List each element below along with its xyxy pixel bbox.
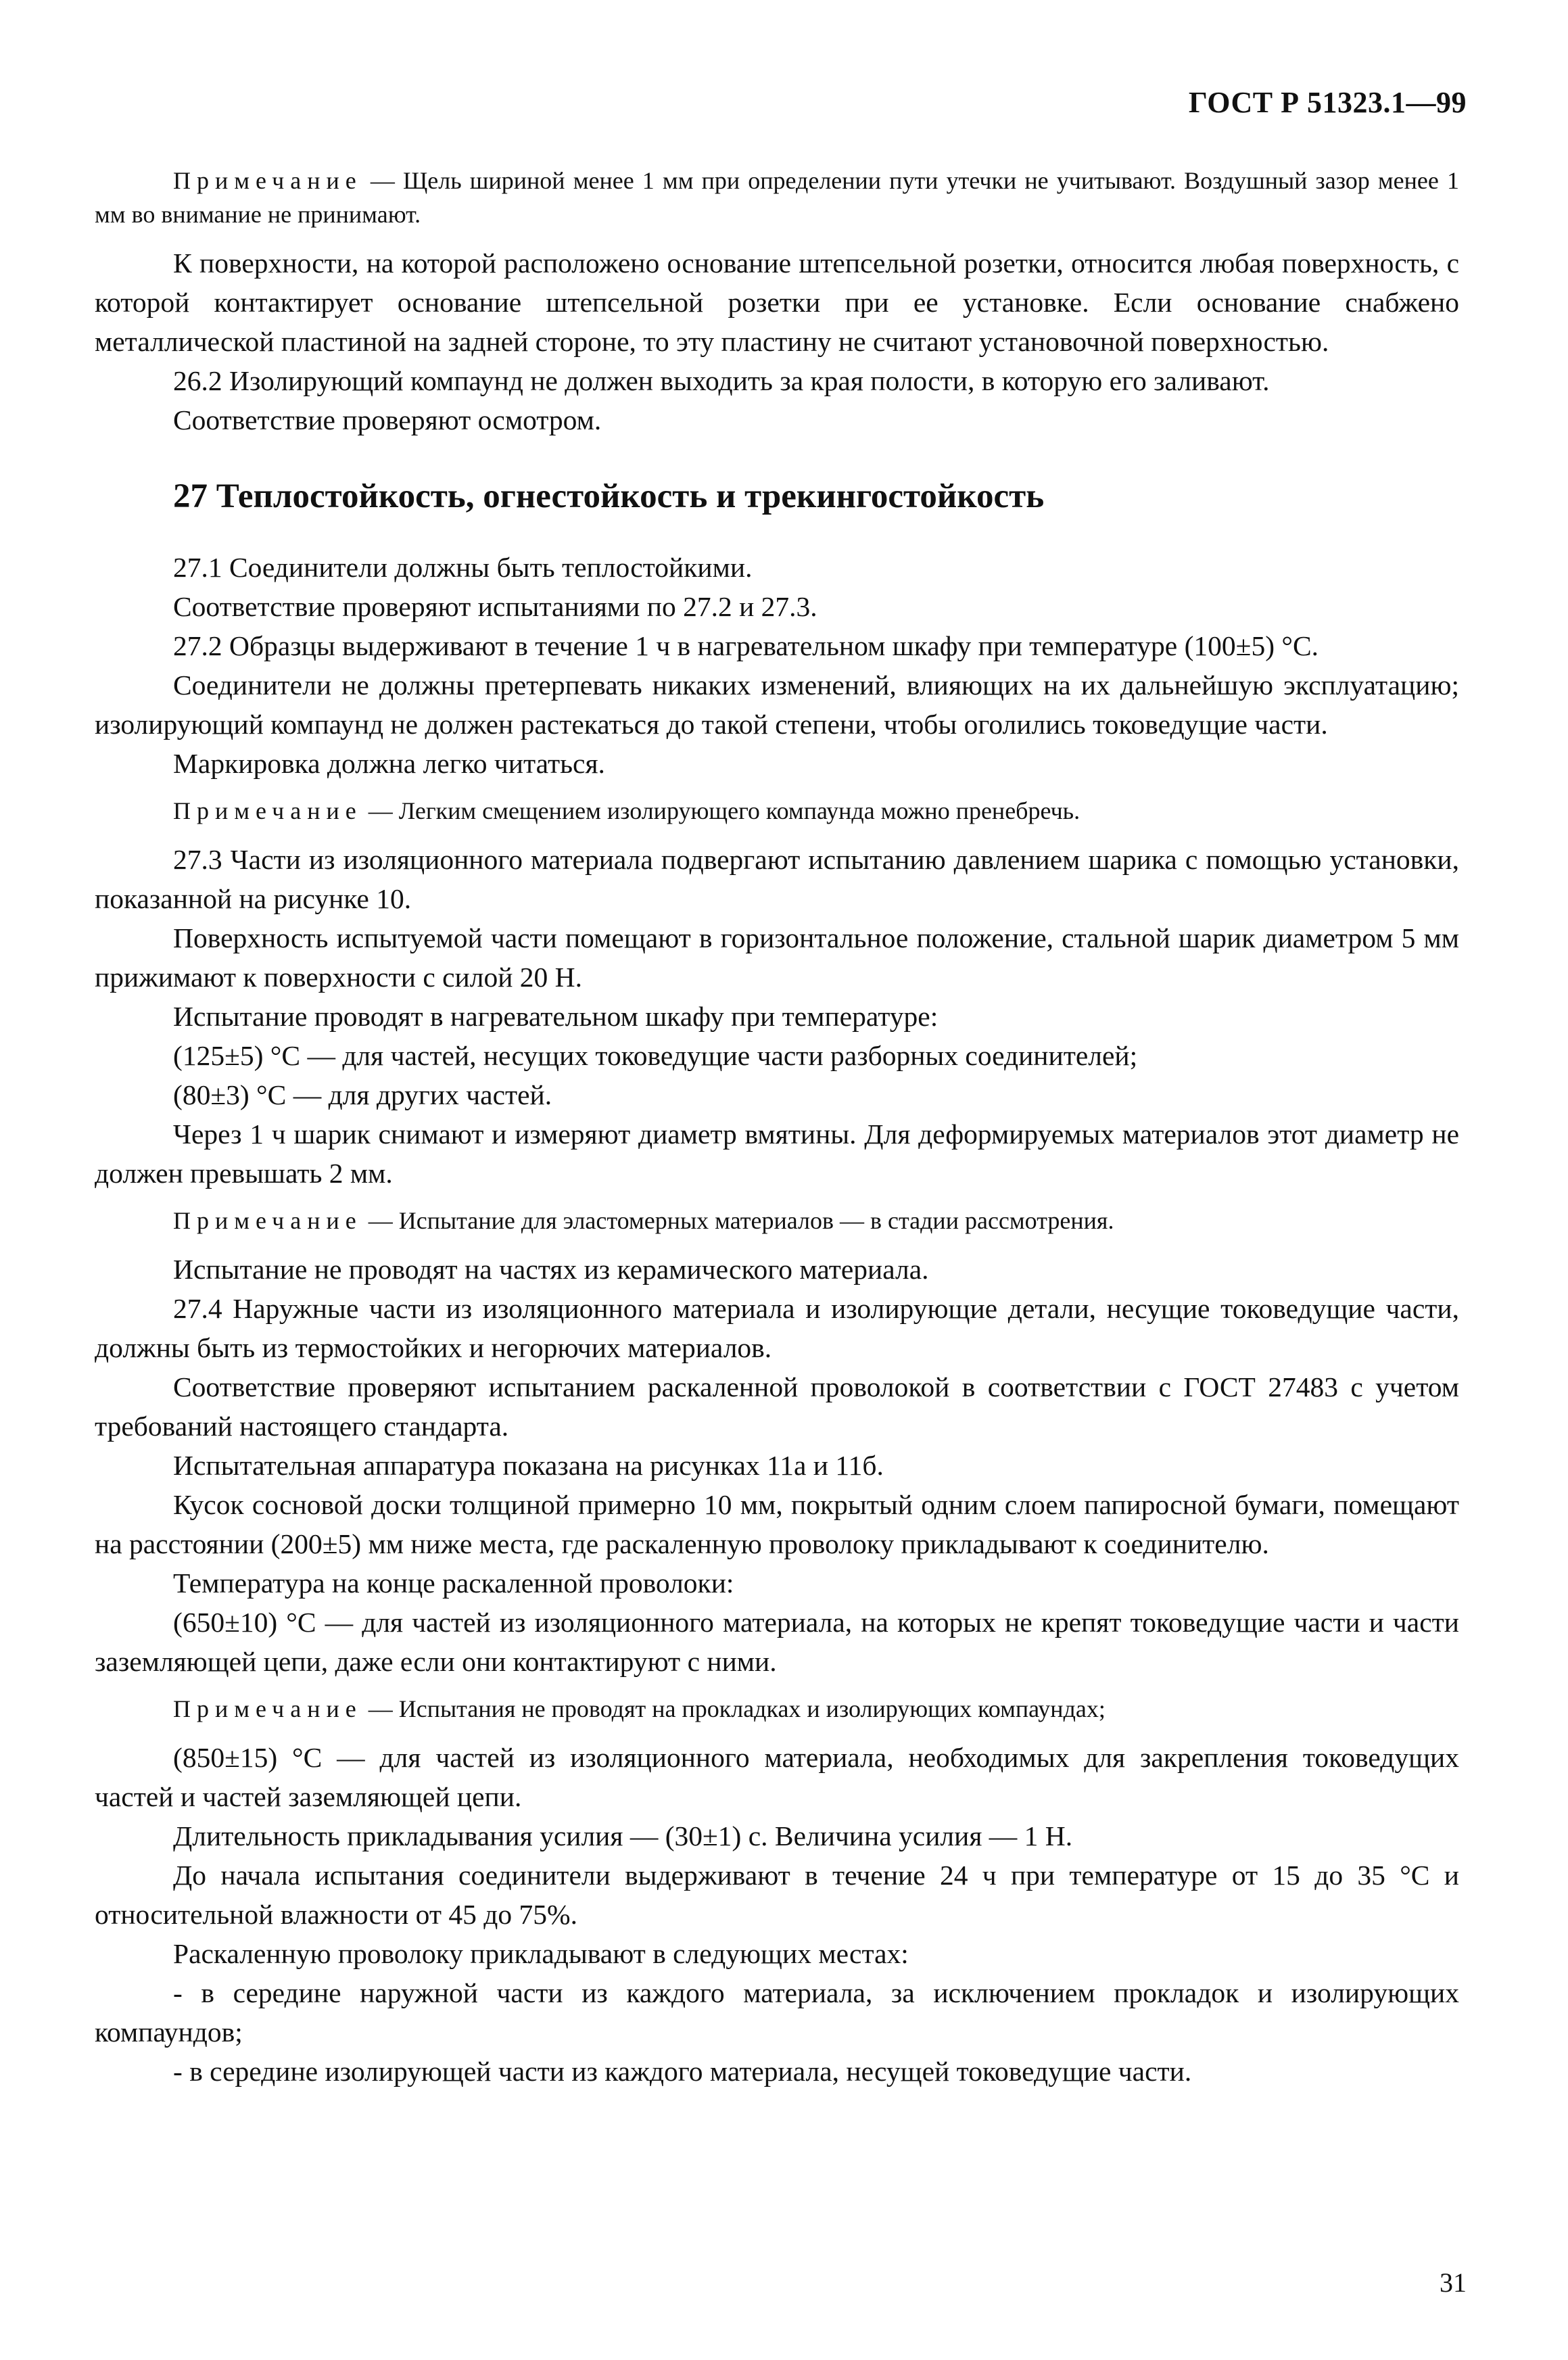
note-label: Примечание [173,1207,362,1234]
paragraph: - в середине наружной части из каждого материала, за исключением прокладок и изолирующих компаундов; [95,1977,1459,2048]
note-text: — Испытания не проводят на прокладках и изолирующих компаундах; [368,1695,1106,1722]
paragraph: (125±5) °С — для частей, несущих токоведущие части разборных соединителей; [173,1040,1138,1071]
note-label: Примечание [173,1695,362,1722]
paragraph: Кусок сосновой доски толщиной примерно 10 мм, покрытый одним слоем папиросной бумаги, помещают на расстоянии (200±5) мм ниже места, где раскаленную проволоку прикладывают к соединителю. [95,1489,1459,1559]
note [95,1204,1459,1237]
note-text: — Легким смещением изолирующего компаунда можно пренебречь. [368,797,1080,824]
paragraph: Температура на конце раскаленной проволоки: [173,1567,734,1599]
paragraph: Маркировка должна легко читаться. [173,748,605,779]
note [95,164,1459,231]
paragraph: Длительность прикладывания усилия — (30±1) с. Величина усилия — 1 Н. [173,1820,1073,1851]
paragraph: Поверхность испытуемой части помещают в горизонтальное положение, стальной шарик диаметром 5 мм прижимают к поверхности с силой 20 Н. [95,922,1459,993]
note [95,794,1459,828]
paragraph: - в середине изолирующей части из каждого материала, несущей токоведущие части. [173,2056,1192,2087]
paragraph: 26.2 Изолирующий компаунд не должен выходить за края полости, в которую его заливают. [173,365,1270,396]
note-label: Примечание [173,797,362,824]
paragraph: Раскаленную проволоку прикладывают в следующих местах: [173,1938,909,1969]
paragraph: (850±15) °С — для частей из изоляционного материала, необходимых для закрепления токоведущих частей и частей заземляющей цепи. [95,1742,1459,1812]
document-code: ГОСТ Р 51323.1—99 [1188,86,1467,119]
page-number: 31 [1440,2267,1467,2298]
paragraph: Испытание проводят в нагревательном шкафу при температуре: [173,1001,939,1032]
note-text: — Испытание для эластомерных материалов — в стадии рассмотрения. [368,1207,1114,1234]
paragraph: 27.1 Соединители должны быть теплостойкими. [173,552,753,583]
paragraph: 27.2 Образцы выдерживают в течение 1 ч в нагревательном шкафу при температуре (100±5) °С. [173,630,1319,661]
paragraph: Соответствие проверяют осмотром. [173,404,602,435]
note-text: — Щель шириной менее 1 мм при определении пути утечки не учитывают. Воздушный зазор менее 1 мм во внимание не принимают. [95,167,1459,228]
page-body [95,162,1459,2091]
note [95,1692,1459,1726]
paragraph: К поверхности, на которой расположено основание штепсельной розетки, относится любая поверхность, с которой контактирует основание штепсельной розетки при ее установке. Если основание снабжено металлической пластиной на задней стороне, то эту пластину не считают установочной поверхностью. [95,247,1459,357]
paragraph: (650±10) °С — для частей из изоляционного материала, на которых не крепят токоведущие части и части заземляющей цепи, даже если они контактируют с ними. [95,1607,1459,1677]
note-label: Примечание [173,167,362,194]
paragraph: 27.4 Наружные части из изоляционного материала и изолирующие детали, несущие токоведущие части, должны быть из термостойких и негорючих материалов. [95,1293,1459,1363]
paragraph: Испытательная аппаратура показана на рисунках 11а и 11б. [173,1450,884,1481]
paragraph: Через 1 ч шарик снимают и измеряют диаметр вмятины. Для деформируемых материалов этот диаметр не должен превышать 2 мм. [95,1118,1459,1189]
section-heading: 27 Теплостойкость, огнестойкость и трекингостойкость [173,477,1045,515]
paragraph: Испытание не проводят на частях из керамического материала. [173,1254,929,1285]
paragraph: Соответствие проверяют испытаниями по 27.2 и 27.3. [173,591,817,622]
paragraph: До начала испытания соединители выдерживают в течение 24 ч при температуре от 15 до 35 °С и относительной влажности от 45 до 75%. [95,1860,1459,1930]
paragraph: 27.3 Части из изоляционного материала подвергают испытанию давлением шарика с помощью установки, показанной на рисунке 10. [95,844,1459,914]
paragraph: Соответствие проверяют испытанием раскаленной проволокой в соответствии с ГОСТ 27483 с учетом требований настоящего стандарта. [95,1371,1459,1442]
paragraph: Соединители не должны претерпевать никаких изменений, влияющих на их дальнейшую эксплуатацию; изолирующий компаунд не должен растекаться до такой степени, чтобы оголились токоведущие части. [95,669,1459,740]
paragraph: (80±3) °С — для других частей. [173,1079,552,1110]
